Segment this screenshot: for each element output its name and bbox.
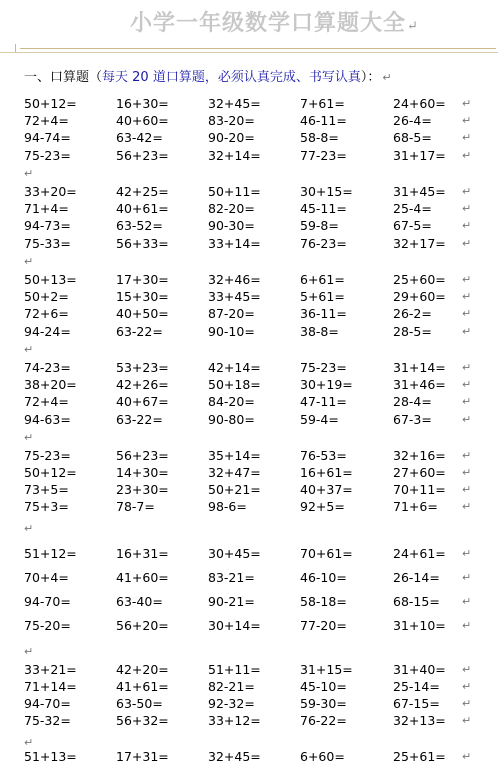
exercise-item: 51+12= [24,546,77,561]
exercise-item: 78-7= [116,499,155,514]
exercise-item: 56+23= [116,148,169,163]
exercise-item: 17+31= [116,749,169,764]
exercise-item: 33+45= [208,289,261,304]
exercise-item: 30+45= [208,546,261,561]
exercise-item: 83-20= [208,113,255,128]
exercise-item: 90-80= [208,412,255,427]
paragraph-mark: ↵ [462,202,472,215]
paragraph-mark: ↵ [462,378,472,391]
blank-line [0,342,498,358]
exercise-item: 31+10= [393,618,446,633]
paragraph-mark: ↵ [462,500,472,513]
exercise-item: 90-21= [208,594,255,609]
exercise-item: 40+67= [116,394,169,409]
exercise-item: 30+19= [300,377,353,392]
paragraph-mark: ↵ [462,325,472,338]
exercise-item: 25-14= [393,679,440,694]
exercise-item: 94-24= [24,324,71,339]
paragraph-mark: ↵ [462,680,472,693]
exercise-row [0,324,498,340]
paragraph-mark: ↵ [462,131,472,144]
exercise-item: 84-20= [208,394,255,409]
exercise-item: 67-3= [393,412,432,427]
exercise-row [0,482,498,498]
exercise-row [0,272,498,288]
section-note: 每天 20 道口算题，必须认真完成、书写认真 [102,70,361,85]
exercise-item: 16+61= [300,465,353,480]
exercise-item: 58-18= [300,594,347,609]
exercise-item: 68-5= [393,130,432,145]
exercise-item: 16+30= [116,96,169,111]
paragraph-mark: ↵ [462,273,472,286]
exercise-item: 31+17= [393,148,446,163]
exercise-item: 75-23= [24,148,71,163]
paragraph-mark: ↵ [24,645,34,658]
exercise-row [0,96,498,112]
exercise-item: 56+33= [116,236,169,251]
exercise-item: 26-2= [393,306,432,321]
exercise-item: 77-20= [300,618,347,633]
exercise-item: 63-52= [116,218,163,233]
exercise-item: 94-70= [24,696,71,711]
exercise-item: 46-11= [300,113,347,128]
exercise-item: 41+61= [116,679,169,694]
exercise-item: 47-11= [300,394,347,409]
exercise-item: 68-15= [393,594,440,609]
exercise-item: 75-20= [24,618,71,633]
exercise-row [0,184,498,200]
paragraph-mark: ↵ [462,97,472,110]
exercise-item: 32+17= [393,236,446,251]
exercise-item: 32+46= [208,272,261,287]
exercise-item: 94-70= [24,594,71,609]
exercise-item: 6+61= [300,272,345,287]
exercise-item: 42+20= [116,662,169,677]
exercise-item: 77-23= [300,148,347,163]
exercise-item: 40+60= [116,113,169,128]
exercise-item: 94-63= [24,412,71,427]
exercise-item: 70+11= [393,482,446,497]
exercise-row [0,236,498,252]
section-prefix: 一、口算题 [24,70,90,85]
exercise-item: 75+3= [24,499,69,514]
exercise-item: 24+60= [393,96,446,111]
exercise-item: 50+2= [24,289,69,304]
exercise-item: 67-15= [393,696,440,711]
exercise-item: 50+12= [24,465,77,480]
exercise-row [0,360,498,376]
exercise-item: 82-21= [208,679,255,694]
exercise-item: 53+23= [116,360,169,375]
exercise-item: 31+14= [393,360,446,375]
blank-line [0,430,498,446]
exercise-row [0,218,498,234]
exercise-item: 94-73= [24,218,71,233]
paragraph-mark: ↵ [462,449,472,462]
exercise-item: 28-4= [393,394,432,409]
exercise-row [0,499,498,515]
exercise-item: 40+61= [116,201,169,216]
exercise-item: 42+25= [116,184,169,199]
paragraph-mark: ↵ [462,483,472,496]
exercise-item: 31+40= [393,662,446,677]
exercise-item: 42+14= [208,360,261,375]
exercise-row [0,749,498,765]
exercise-item: 45-11= [300,201,347,216]
paragraph-mark: ↵ [462,413,472,426]
exercise-item: 23+30= [116,482,169,497]
paragraph-mark: ↵ [24,431,34,444]
exercise-item: 87-20= [208,306,255,321]
paragraph-mark: ↵ [462,307,472,320]
exercise-row [0,448,498,464]
exercise-item: 90-30= [208,218,255,233]
exercise-item: 40+50= [116,306,169,321]
section-close: ）： [360,70,381,85]
exercise-item: 31+15= [300,662,353,677]
paragraph-mark: ↵ [462,547,472,560]
exercise-item: 63-40= [116,594,163,609]
exercise-row [0,662,498,678]
exercise-item: 7+61= [300,96,345,111]
paragraph-mark: ↵ [24,167,34,180]
exercise-item: 27+60= [393,465,446,480]
paragraph-mark: ↵ [24,255,34,268]
exercise-row [0,570,498,586]
paragraph-mark: ↵ [462,290,472,303]
exercise-item: 46-10= [300,570,347,585]
exercise-item: 50+12= [24,96,77,111]
exercise-item: 56+20= [116,618,169,633]
exercise-item: 16+31= [116,546,169,561]
exercise-row [0,289,498,305]
exercise-item: 75-23= [24,448,71,463]
exercise-item: 72+4= [24,113,69,128]
exercise-item: 63-22= [116,324,163,339]
exercise-item: 72+4= [24,394,69,409]
exercise-item: 24+61= [393,546,446,561]
paragraph-mark: ↵ [462,595,472,608]
exercise-item: 58-8= [300,130,339,145]
exercise-item: 76-53= [300,448,347,463]
exercise-row [0,201,498,217]
exercise-item: 40+37= [300,482,353,497]
exercise-row [0,465,498,481]
exercise-item: 28-5= [393,324,432,339]
exercise-item: 32+13= [393,713,446,728]
exercise-item: 33+12= [208,713,261,728]
exercise-row [0,113,498,129]
exercise-item: 35+14= [208,448,261,463]
exercise-item: 71+4= [24,201,69,216]
exercise-item: 32+45= [208,749,261,764]
exercise-item: 63-42= [116,130,163,145]
header-rule [20,48,496,49]
exercise-row [0,594,498,610]
paragraph-mark: ↵ [462,237,472,250]
blank-line [0,521,498,537]
exercise-item: 63-50= [116,696,163,711]
exercise-item: 67-5= [393,218,432,233]
exercise-item: 26-14= [393,570,440,585]
exercise-row [0,546,498,562]
exercise-item: 90-10= [208,324,255,339]
exercise-item: 50+18= [208,377,261,392]
exercise-item: 6+60= [300,749,345,764]
blank-line [0,644,498,660]
exercise-item: 33+20= [24,184,77,199]
exercise-item: 90-20= [208,130,255,145]
paragraph-mark: ↵ [462,714,472,727]
header-rule-secondary [0,52,498,53]
paragraph-mark: ↵ [24,343,34,356]
exercise-row [0,148,498,164]
exercise-row [0,618,498,634]
exercise-item: 41+60= [116,570,169,585]
exercise-item: 75-33= [24,236,71,251]
paragraph-mark: ↵ [24,522,34,535]
section-heading [24,66,392,85]
exercise-row [0,306,498,322]
document-title-text: 小学一年级数学口算题大全 [130,10,407,36]
exercise-item: 38+20= [24,377,77,392]
exercise-row [0,130,498,146]
exercise-item: 33+21= [24,662,77,677]
exercise-item: 71+6= [393,499,438,514]
exercise-item: 51+13= [24,749,77,764]
exercise-item: 45-10= [300,679,347,694]
exercise-item: 76-23= [300,236,347,251]
exercise-item: 63-22= [116,412,163,427]
paragraph-mark: ↵ [462,697,472,710]
paragraph-mark: ↵ [462,466,472,479]
paragraph-mark: ↵ [462,619,472,632]
exercise-row [0,394,498,410]
paragraph-mark: ↵ [462,114,472,127]
exercise-item: 59-30= [300,696,347,711]
exercise-item: 31+45= [393,184,446,199]
paragraph-mark: ↵ [24,736,34,749]
exercise-item: 25+60= [393,272,446,287]
exercise-item: 56+23= [116,448,169,463]
exercise-item: 83-21= [208,570,255,585]
paragraph-mark: ↵ [462,361,472,374]
blank-line [0,166,498,182]
exercise-item: 75-23= [300,360,347,375]
exercise-item: 25-4= [393,201,432,216]
exercise-item: 56+32= [116,713,169,728]
paragraph-mark: ↵ [462,219,472,232]
paragraph-mark: ↵ [407,19,419,34]
exercise-item: 32+45= [208,96,261,111]
exercise-item: 17+30= [116,272,169,287]
paragraph-mark: ↵ [462,663,472,676]
exercise-item: 32+47= [208,465,261,480]
exercise-item: 50+13= [24,272,77,287]
exercise-item: 82-20= [208,201,255,216]
exercise-item: 76-22= [300,713,347,728]
exercise-item: 25+61= [393,749,446,764]
exercise-item: 31+46= [393,377,446,392]
exercise-item: 50+21= [208,482,261,497]
exercise-item: 30+15= [300,184,353,199]
exercise-item: 33+14= [208,236,261,251]
exercise-item: 29+60= [393,289,446,304]
exercise-item: 72+6= [24,306,69,321]
exercise-item: 70+4= [24,570,69,585]
exercise-item: 59-8= [300,218,339,233]
exercise-item: 14+30= [116,465,169,480]
paragraph-mark: ↵ [462,395,472,408]
exercise-row [0,696,498,712]
paragraph-mark: ↵ [462,185,472,198]
exercise-item: 30+14= [208,618,261,633]
exercise-item: 32+16= [393,448,446,463]
exercise-item: 5+61= [300,289,345,304]
section-open-paren: （ [89,70,103,85]
blank-line [0,254,498,270]
paragraph-mark: ↵ [462,571,472,584]
exercise-item: 73+5= [24,482,69,497]
exercise-item: 26-4= [393,113,432,128]
paragraph-mark: ↵ [462,750,472,763]
exercise-item: 51+11= [208,662,261,677]
exercise-item: 71+14= [24,679,77,694]
document-title [0,6,498,37]
exercise-item: 70+61= [300,546,353,561]
exercise-item: 74-23= [24,360,71,375]
exercise-item: 98-6= [208,499,247,514]
exercise-row [0,377,498,393]
exercise-item: 75-32= [24,713,71,728]
exercise-item: 38-8= [300,324,339,339]
exercise-item: 50+11= [208,184,261,199]
paragraph-mark: ↵ [462,149,472,162]
exercise-item: 92-32= [208,696,255,711]
exercise-row [0,713,498,729]
exercise-item: 36-11= [300,306,347,321]
exercise-row [0,679,498,695]
exercise-item: 32+14= [208,148,261,163]
exercise-item: 42+26= [116,377,169,392]
paragraph-mark: ↵ [382,71,392,84]
exercise-item: 92+5= [300,499,345,514]
exercise-row [0,412,498,428]
exercise-item: 94-74= [24,130,71,145]
exercise-item: 15+30= [116,289,169,304]
exercise-item: 59-4= [300,412,339,427]
